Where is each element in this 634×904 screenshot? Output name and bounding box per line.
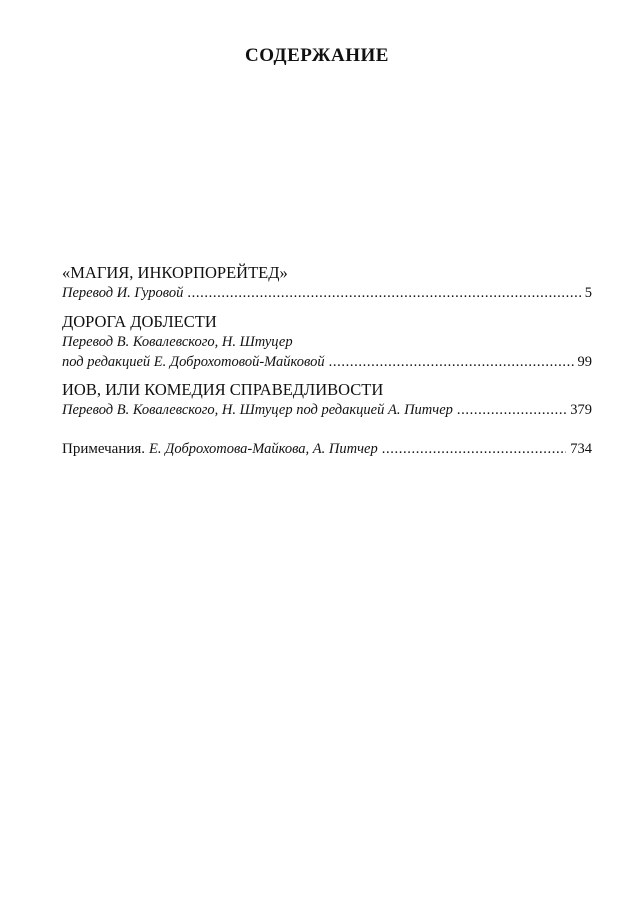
editor-line: под редакцией Е. Доброхотовой-Майковой (62, 354, 325, 370)
page-number: 379 (570, 402, 592, 418)
page-title: СОДЕРЖАНИЕ (245, 45, 389, 66)
page-number: 99 (577, 354, 592, 370)
notes-label: Примечания. (62, 441, 146, 457)
translator-line: Перевод В. Ковалевского, Н. Штуцер под редакцией А. Питчер (62, 402, 453, 418)
toc-entry-2[interactable] (62, 311, 592, 372)
table-of-contents (62, 262, 592, 460)
translator-line: Перевод В. Ковалевского, Н. Штуцер (62, 334, 293, 350)
entry-title: ИОВ, ИЛИ КОМЕДИЯ СПРАВЕДЛИВОСТИ (62, 380, 384, 399)
entry-title: ДОРОГА ДОБЛЕСТИ (62, 312, 217, 331)
toc-entry-3[interactable] (62, 379, 592, 421)
dot-leader (382, 439, 567, 460)
translator-line: Перевод И. Гуровой (62, 285, 184, 301)
page-number: 734 (570, 441, 592, 457)
toc-entry-1[interactable] (62, 262, 592, 304)
dot-leader (457, 400, 566, 421)
page-number: 5 (584, 285, 592, 301)
entry-title: «МАГИЯ, ИНКОРПОРЕЙТЕД» (62, 263, 288, 282)
notes-authors: Е. Доброхотова-Майкова, А. Питчер (149, 441, 378, 457)
dot-leader (187, 283, 580, 304)
dot-leader (329, 352, 574, 372)
toc-entry-notes[interactable] (62, 439, 592, 460)
